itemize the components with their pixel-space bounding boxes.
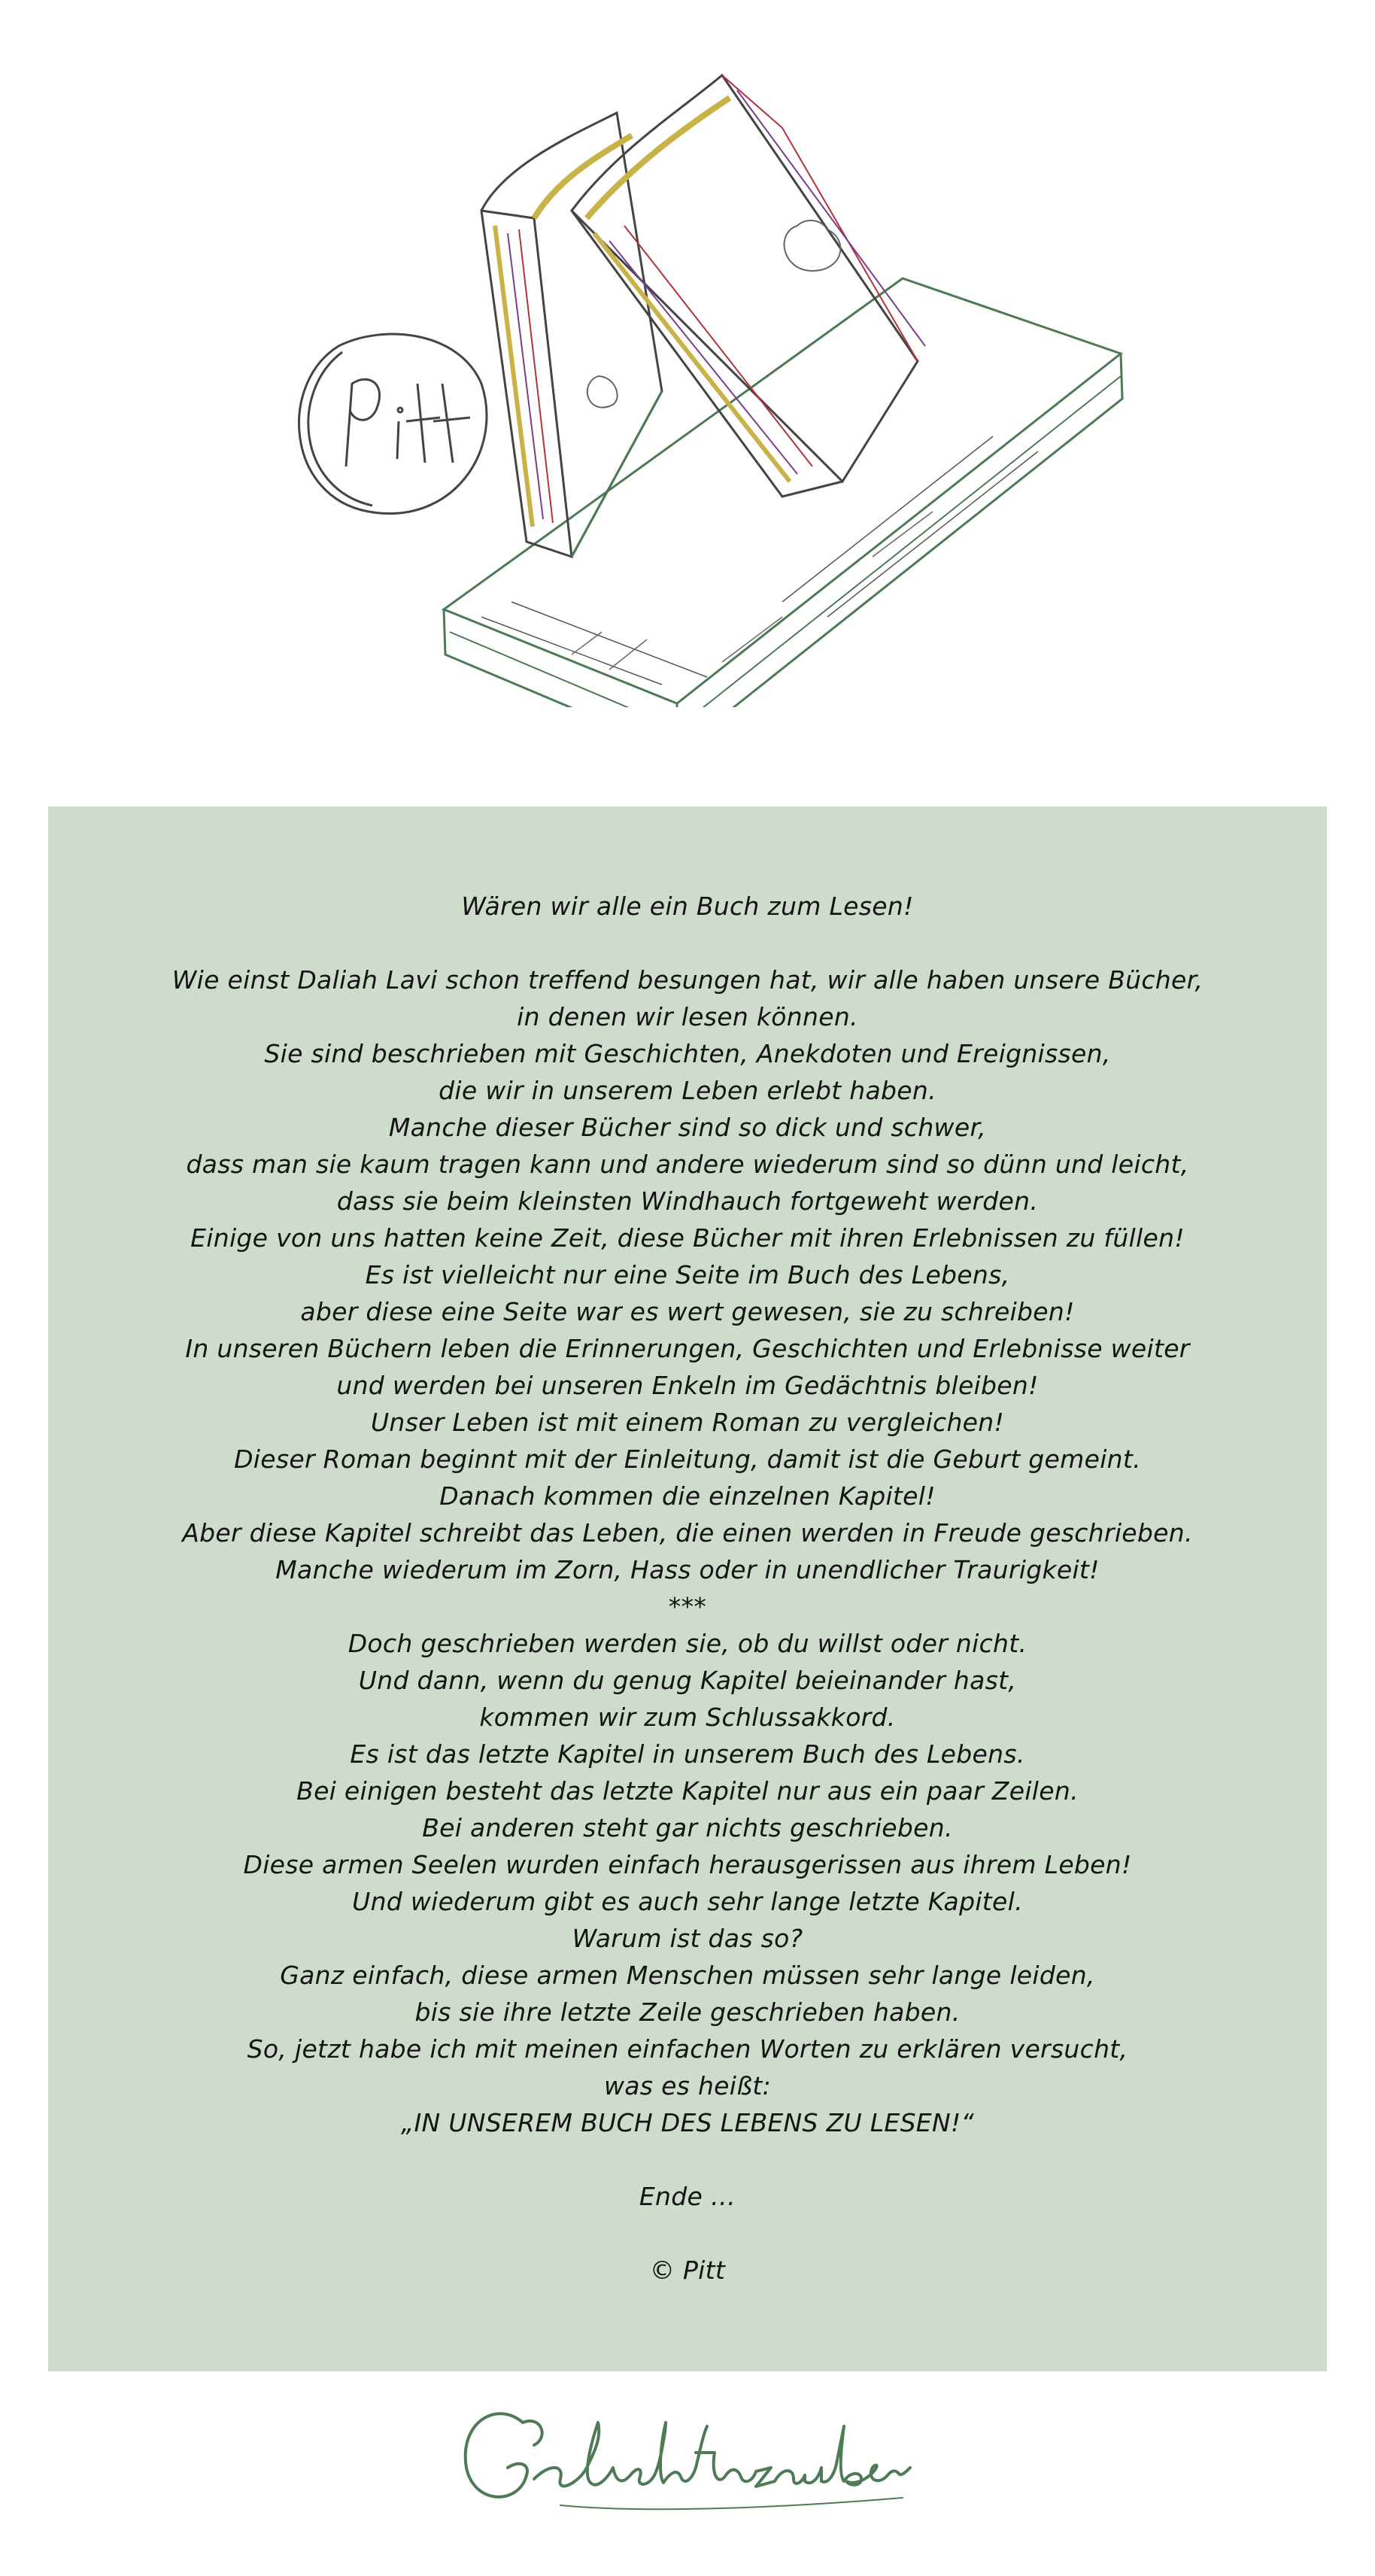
books-sketch-illustration bbox=[256, 30, 1158, 707]
poem-line: Bei anderen steht gar nichts geschrieben. bbox=[422, 1813, 953, 1842]
poem-line: Sie sind beschrieben mit Geschichten, Anekdoten und Ereignissen, bbox=[264, 1039, 1111, 1068]
poem-line: Aber diese Kapitel schreibt das Leben, die einen werden in Freude geschrieben. bbox=[182, 1518, 1193, 1548]
poem-ending: Ende … bbox=[639, 2182, 736, 2211]
poem-line: Ganz einfach, diese armen Menschen müssen sehr lange leiden, bbox=[280, 1961, 1095, 1990]
poem-line: und werden bei unseren Enkeln im Gedächtnis bleiben! bbox=[336, 1371, 1039, 1400]
left-book-sketch bbox=[481, 113, 662, 557]
poem-line: Diese armen Seelen wurden einfach herausgerissen aus ihrem Leben! bbox=[243, 1850, 1132, 1879]
poem-line: bis sie ihre letzte Zeile geschrieben haben. bbox=[414, 1997, 961, 2027]
poem-copyright: © Pitt bbox=[649, 2256, 726, 2285]
poem-line: Doch geschrieben werden sie, ob du willst oder nicht. bbox=[348, 1629, 1027, 1658]
poem-line: Es ist vielleicht nur eine Seite im Buch des Lebens, bbox=[365, 1260, 1010, 1290]
poem-line: Warum ist das so? bbox=[572, 1924, 803, 1953]
poem-line: Manche wiederum im Zorn, Hass oder in unendlicher Traurigkeit! bbox=[275, 1555, 1100, 1584]
poem-line: Einige von uns hatten keine Zeit, diese Bücher mit ihren Erlebnissen zu füllen! bbox=[190, 1223, 1185, 1253]
poem-line: Manche dieser Bücher sind so dick und schwer, bbox=[388, 1113, 987, 1142]
poem-line: in denen wir lesen können. bbox=[517, 1002, 858, 1031]
poem-line: Unser Leben ist mit einem Roman zu vergleichen! bbox=[370, 1408, 1005, 1437]
poem-closing-line: „IN UNSEREM BUCH DES LEBENS ZU LESEN!“ bbox=[401, 2108, 974, 2137]
gedichtezauber-logo bbox=[451, 2392, 924, 2528]
poem-line: kommen wir zum Schlussakkord. bbox=[479, 1703, 896, 1732]
poem-title: Wären wir alle ein Buch zum Lesen! bbox=[461, 892, 914, 921]
poem-line: die wir in unserem Leben erlebt haben. bbox=[439, 1076, 936, 1105]
poem-separator: *** bbox=[668, 1592, 707, 1621]
poem-line: dass man sie kaum tragen kann und andere wiederum sind so dünn und leicht, bbox=[186, 1150, 1189, 1179]
poem-line: Es ist das letzte Kapitel in unserem Buch des Lebens. bbox=[350, 1739, 1025, 1769]
poem-panel bbox=[48, 807, 1327, 2371]
poem-line: Dieser Roman beginnt mit der Einleitung, damit ist die Geburt gemeint. bbox=[234, 1444, 1141, 1474]
poem-line: Danach kommen die einzelnen Kapitel! bbox=[439, 1481, 936, 1511]
poem-line: aber diese eine Seite war es wert gewesen, sie zu schreiben! bbox=[300, 1297, 1075, 1326]
poem-line: Und wiederum gibt es auch sehr lange letzte Kapitel. bbox=[352, 1887, 1023, 1916]
poem-line: So, jetzt habe ich mit meinen einfachen Worten zu erklären versucht, bbox=[247, 2034, 1128, 2064]
poem-text bbox=[48, 888, 1327, 2289]
pitt-signature-logo bbox=[299, 334, 487, 514]
poem-line: Wie einst Daliah Lavi schon treffend besungen hat, wir alle haben unsere Bücher, bbox=[171, 965, 1204, 995]
poem-line: dass sie beim kleinsten Windhauch fortgeweht werden. bbox=[336, 1186, 1039, 1216]
poem-line: Bei einigen besteht das letzte Kapitel nur aus ein paar Zeilen. bbox=[296, 1776, 1079, 1806]
board-sketch bbox=[444, 278, 1122, 707]
poem-line: was es heißt: bbox=[603, 2071, 771, 2101]
poem-line: In unseren Büchern leben die Erinnerungen, Geschichten und Erlebnisse weiter bbox=[185, 1334, 1190, 1363]
poem-line: Und dann, wenn du genug Kapitel beieinander hast, bbox=[358, 1666, 1017, 1695]
